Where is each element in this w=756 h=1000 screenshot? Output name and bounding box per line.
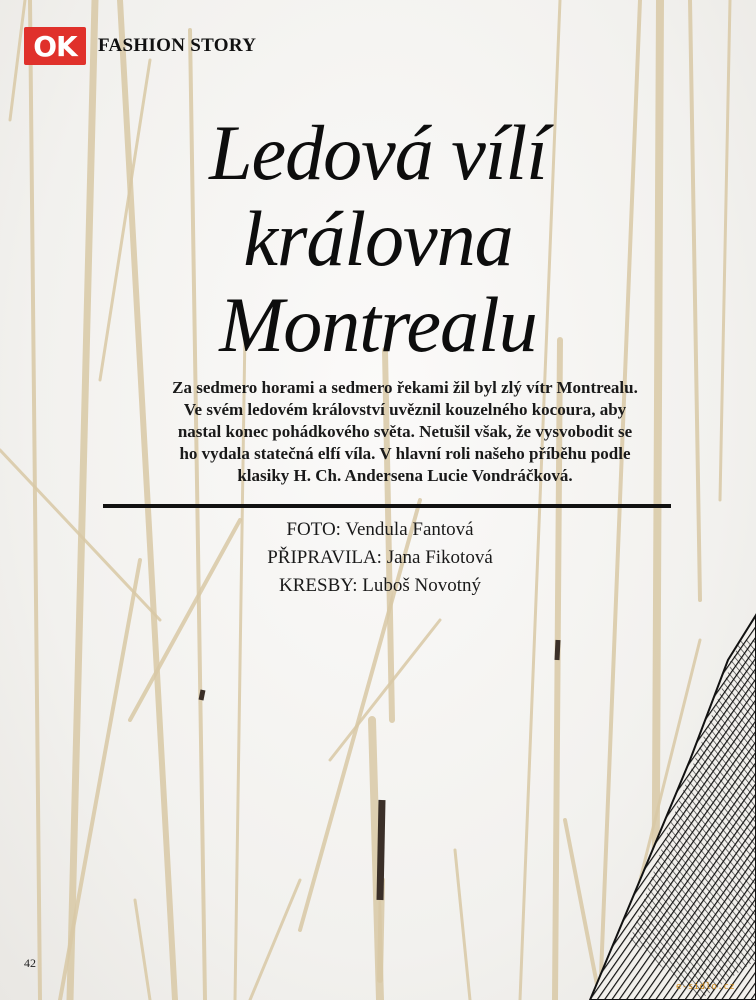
credits: [100, 516, 660, 600]
credit-label: KRESBY:: [279, 575, 358, 596]
credit-label: PŘIPRAVILA:: [267, 547, 382, 568]
intro-line: klasiky H. Ch. Andersena Lucie Vondráčková.: [237, 466, 573, 485]
intro-line: Za sedmero horami a sedmero řekami žil byl zlý vítr Montrealu.: [172, 378, 638, 397]
credit-prepared: [100, 544, 660, 572]
credit-value: Vendula Fantová: [345, 519, 474, 540]
title-line: královna: [243, 195, 513, 282]
title-line: Ledová vílí: [209, 109, 547, 196]
source-stamp: e-sidlo.cz: [676, 982, 736, 992]
header: [24, 26, 256, 66]
sketch-crosshatch: [630, 640, 756, 1000]
ok-logo: OK: [24, 27, 86, 65]
credit-value: Luboš Novotný: [362, 575, 481, 596]
credit-drawings: [100, 572, 660, 600]
title-line: Montrealu: [219, 281, 537, 368]
intro-line: ho vydala statečná elfí víla. V hlavní roli našeho příběhu podle: [179, 444, 631, 463]
page-number: 42: [24, 956, 36, 970]
article-title: [0, 110, 756, 368]
credit-value: Jana Fikotová: [386, 547, 493, 568]
intro-line: Ve svém ledovém království uvěznil kouzelného kocoura, aby: [183, 400, 627, 419]
section-label: FASHION STORY: [98, 35, 257, 56]
credit-label: FOTO:: [286, 519, 341, 540]
divider-rule: [103, 504, 671, 508]
intro-paragraph: [70, 377, 740, 487]
intro-line: nastal konec pohádkového světa. Netušil však, že vysvobodit se: [177, 422, 633, 441]
credit-photo: [100, 516, 660, 544]
